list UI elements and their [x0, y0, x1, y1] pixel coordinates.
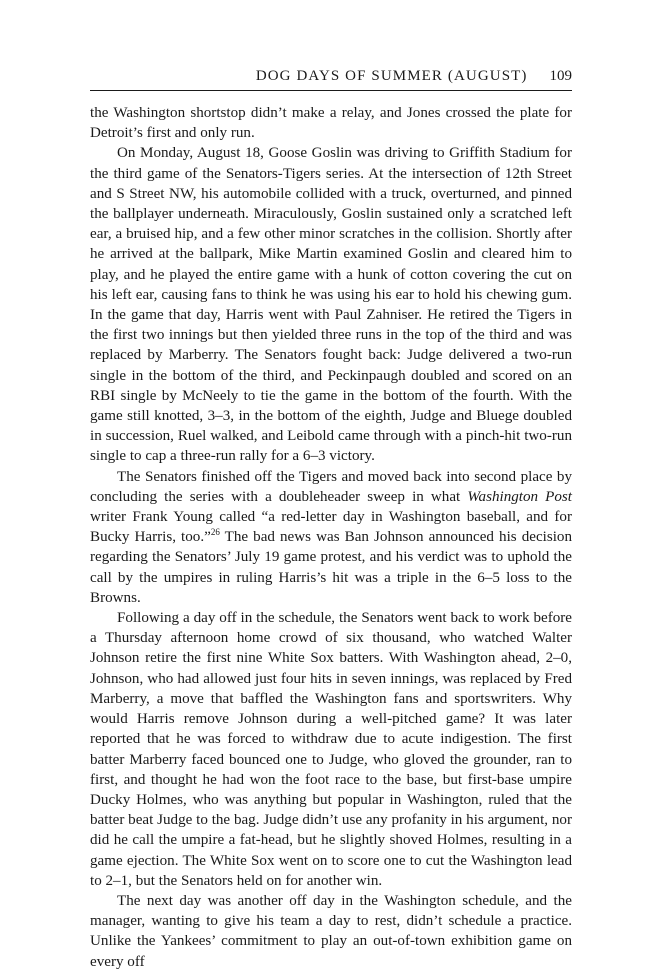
header-rule — [90, 90, 572, 91]
page-number: 109 — [549, 68, 572, 84]
publication-name: Washington Post — [467, 488, 572, 505]
paragraph-3-text-a: The Senators finished off the Tigers and moved back into second place by concluding the series with a doubleheader sweep in what — [90, 468, 572, 505]
chapter-title: DOG DAYS OF SUMMER (AUGUST) — [255, 68, 528, 84]
paragraph-2: On Monday, August 18, Goose Goslin was driving to Griffith Stadium for the third game of the Senators-Tigers series. At the intersection of 12th Street and S Street NW, his automobile collided with a truck, overturned, and pinned the ballplayer underneath. Miraculously, Goslin sustained only a scratched left ear, a bruised hip, and a few other minor scratches in the collision. Shortly after he arrived at the ballpark, Mike Martin examined Goslin and cleared him to play, and he played the entire game with a hunk of cotton covering the cut on his left ear, causing fans to think he was using his ear to hold his chewing gum. In the game that day, Harris went with Paul Zahniser. He retired the Tigers in the first two innings but then yielded three runs in the top of the third and was replaced by Marberry. The Senators fought back: Judge delivered a two-run single in the bottom of the third, and Peckinpaugh doubled and scored on an RBI single by McNeely to tie the game in the bottom of the fourth. With the game still knotted, 3–3, in the bottom of the eighth, Judge and Bluege doubled in succession, Ruel walked, and Leibold came through with a pinch-hit two-run single to cap a three-run rally for a 6–3 victory. — [90, 145, 572, 465]
body-text — [90, 103, 572, 972]
paragraph-3-text-b: writer Frank Young called “a red-letter day in Washington baseball, and for Bucky Harris, too.” — [90, 509, 572, 546]
paragraph-5: The next day was another off day in the Washington schedule, and the manager, wanting to give his team a day to rest, didn’t schedule a practice. Unlike the Yankees’ commitment to play an out-of-town exhibition game on every off — [90, 892, 572, 970]
running-header — [90, 68, 572, 85]
footnote-marker: 26 — [210, 527, 220, 538]
paragraph-3 — [90, 467, 572, 608]
paragraph-3-text-c: The bad news was Ban Johnson announced his decision regarding the Senators’ July 19 game protest, and his verdict was to uphold the call by the umpires in ruling Harris’s hit was a triple in the 6–5 loss to the Browns. — [90, 529, 573, 606]
paragraph-4: Following a day off in the schedule, the Senators went back to work before a Thursday afternoon home crowd of six thousand, who watched Walter Johnson retire the first nine White Sox batters. With Washington ahead, 2–0, Johnson, who had allowed just four hits in seven innings, was replaced by Fred Marberry, a move that baffled the Washington fans and sportswriters. Why would Harris remove Johnson during a well-pitched game? It was later reported that he was forced to withdraw due to acute indigestion. The first batter Marberry faced bounced one to Judge, who gloved the grounder, ran to first, and thought he had won the foot race to the base, but first-base umpire Ducky Holmes, who was anything but popular in Washington, ruled that the batter beat Judge to the bag. Judge didn’t use any profanity in his argument, nor did he call the umpire a fat-head, but he slightly shoved Holmes, resulting in a game ejection. The White Sox went on to score one to cut the Washington lead to 2–1, but the Senators held on for another win. — [90, 610, 572, 889]
paragraph-1: the Washington shortstop didn’t make a relay, and Jones crossed the plate for Detroit’s first and only run. — [90, 105, 572, 142]
